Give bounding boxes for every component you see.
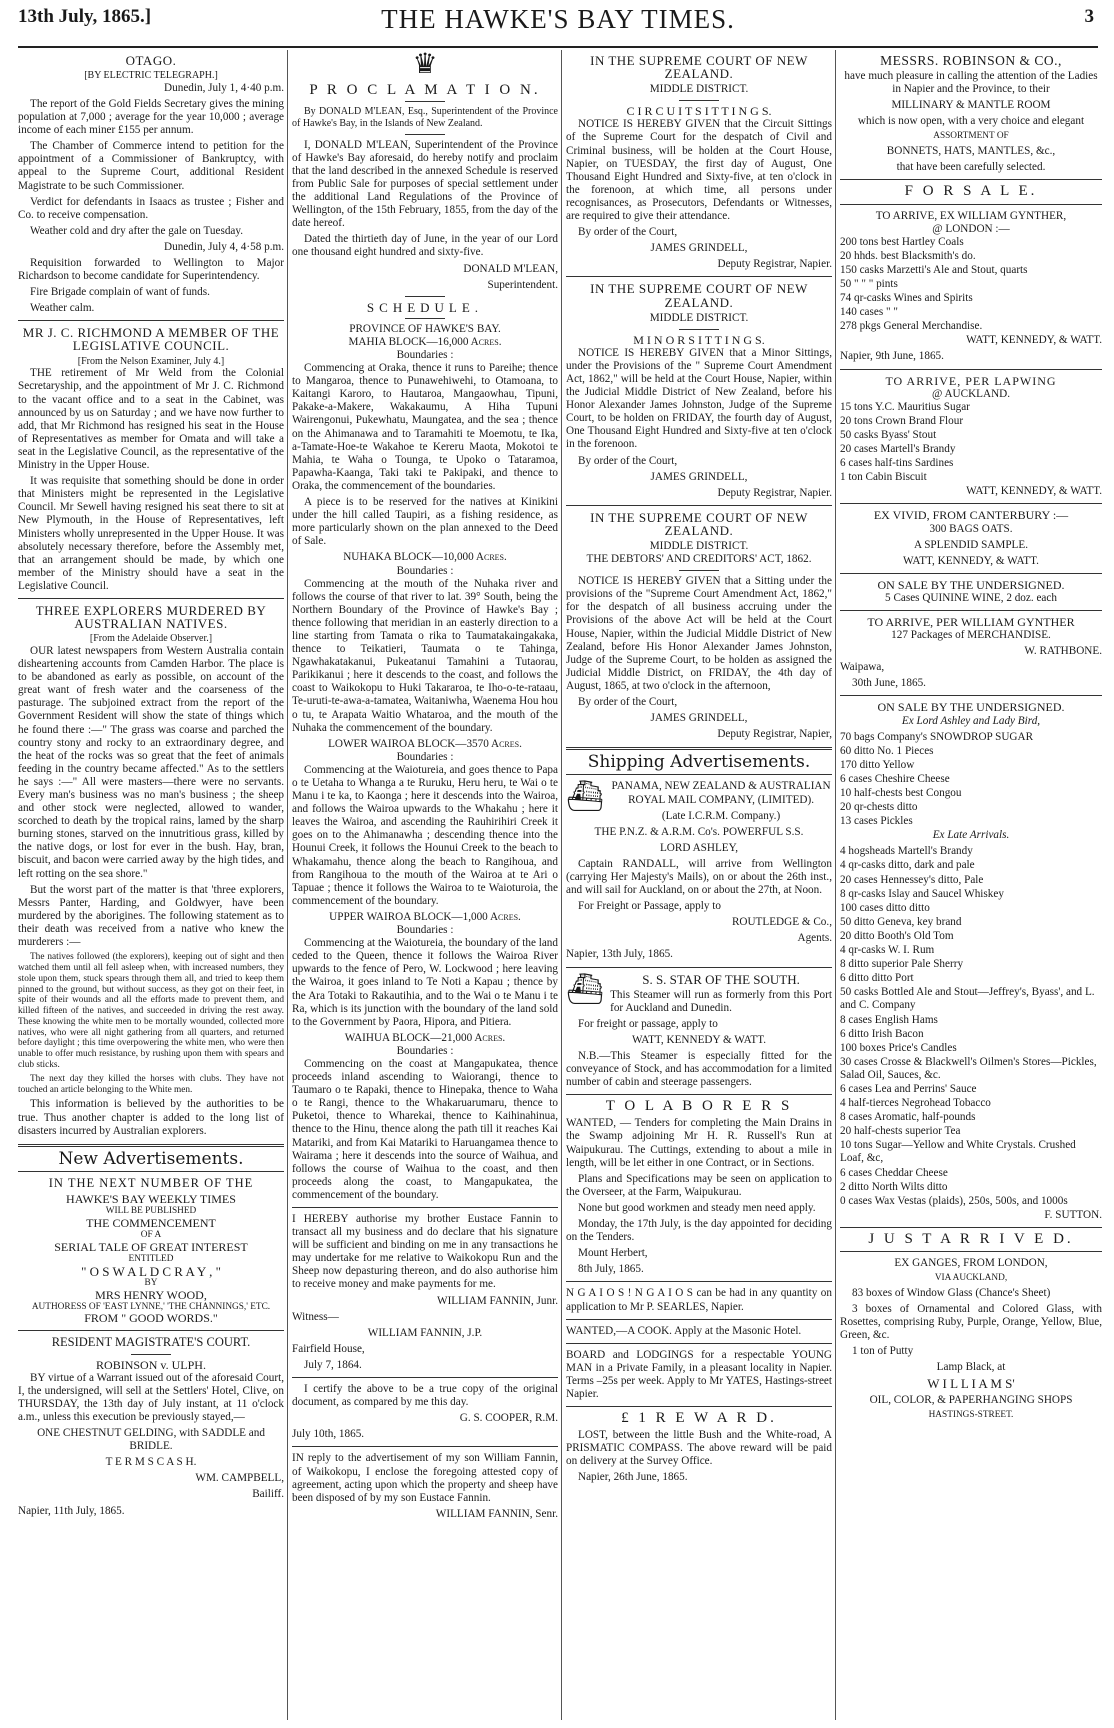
- explorers-quote: The natives followed (the explorers), keeping out of sight and then watched them until all fell asleep when, with increased numbers, they stole upon them, stuck spears through them all, and tried to keep them pinned to the ground, but without success, as they got on their feet, in spite of their wounds and all the efforts made to prevent them, and killed fifteen of the natives, and succeeded in driving the rest away. These knowing the white men to be mortally wounded, collected more natives, who were all night gathering from all quarters, and returned before daylight ; this time overpowering the white men, who were then unable to offer much resistance, by rushing upon them with spears and club sticks.: [18, 952, 284, 1071]
- proclamation-by: By DONALD M'LEAN, Esq., Superintendent of the Province of Hawke's Bay, in the Islands of New Zealand.: [292, 106, 558, 129]
- richmond-source: [From the Nelson Examiner, July 4.]: [77, 355, 225, 367]
- richmond-heading: MR J. C. RICHMOND A MEMBER OF THE LEGISLATIVE COUNCIL.: [22, 325, 280, 354]
- weekly-times-line: HAWKE'S BAY WEEKLY TIMES: [66, 1191, 236, 1206]
- block-description: Commencing on the coast at Mangapukatea, thence proceeds inland ascending to Waiorangi, thence to Taumaro o te Rapaki, thence to Hinepaka, thence to Waha o te Rangi, thence to the Whakaruarumaru, thence to Puketoi, thence to Wharekai, thence to Kaihinahinua, thence to the Hinu, thence along the path till it reaches Kai Matariki, and from Kai Matariki to Haruangamea thence to Wairama ; here it descends into the source of Waihua, and follows the course of Waihua to the coast, and then proceeds along the coast, to Mangapukatea, the commencement of the boundary.: [292, 1057, 558, 1201]
- list-item: 20 cases Hennessey's ditto, Pale: [840, 873, 984, 886]
- rm-court-signature: WM. CAMPBELL,: [195, 1472, 284, 1485]
- list-item: 13 cases Pickles: [840, 815, 913, 828]
- list-item: 10 half-chests best Congou: [840, 787, 962, 800]
- shipping-advertisements-heading: Shipping Advertisements.: [587, 752, 811, 773]
- merchant-name: W. RATHBONE.: [1024, 645, 1102, 658]
- list-item: 74 qr-casks Wines and Spirits: [840, 292, 973, 305]
- boundaries-label: Boundaries :: [396, 349, 454, 361]
- column-4: [840, 50, 1102, 1720]
- list-item: 8 cases English Hams: [840, 1013, 938, 1026]
- list-item: 4 hogsheads Martell's Brandy: [840, 845, 973, 858]
- circuit-sittings: C I R C U I T S I T T I N G S.: [626, 104, 772, 119]
- short-rule: [679, 100, 719, 101]
- page-number: 3: [1084, 6, 1094, 27]
- otago-byline: [BY ELECTRIC TELEGRAPH.]: [84, 70, 218, 82]
- boundaries-label: Boundaries :: [396, 924, 454, 937]
- weekly-times-line: " O S W A L D C R A Y , ": [81, 1263, 221, 1279]
- proclamation-paragraph: I, DONALD M'LEAN, Superintendent of the Province of Hawke's Bay aforesaid, do hereby notify and proclaim that the land described in the annexed Schedule is reserved from Public Sale for purposes of special settlement under the additional Land Regulations of the Province of Wellington, of the 15th February, 1855, from the day of the date hereof.: [292, 138, 558, 230]
- explorers-heading: THREE EXPLORERS MURDERED BY AUSTRALIAN NATIVES.: [35, 602, 267, 632]
- new-advertisements-heading: New Advertisements.: [58, 1148, 244, 1169]
- divider: [292, 1377, 558, 1378]
- list-item: 20 qr-chests ditto: [840, 801, 918, 814]
- boundaries-label: Boundaries :: [396, 1044, 454, 1057]
- circuit-court-heading: IN THE SUPREME COURT OF NEW ZEALAND.: [590, 53, 808, 82]
- block-heading: NUHAKA BLOCK—10,000 Acres.: [343, 551, 507, 564]
- proclamation-paragraph: Dated the thirtieth day of June, in the year of our Lord one thousand eight hundred and sixty-five.: [292, 233, 558, 259]
- minor-sittings: M I N O R S I T T I N G S.: [633, 332, 765, 347]
- block-heading: WAIHUA BLOCK—21,000 Acres.: [344, 1031, 506, 1044]
- steamer-name: LORD ASHLEY,: [659, 841, 739, 854]
- circuit-notice: NOTICE IS HEREBY GIVEN that the Circuit Sittings of the Supreme Court for the despatch of Civil and Criminal business, will be holden at the Court House, Napier, on TUESDAY, the first day of August, One Thousand Eight Hundred and Sixty-five, at ten o'clock in the forenoon, at which time, all persons under recognisances, as Prosecutors, Defendants or Witnesses, are required to give their attendance.: [566, 118, 832, 223]
- certify-text: I certify the above to be a true copy of the original document, as compared by me this day.: [292, 1383, 558, 1409]
- freight-line: For freight or passage, apply to: [578, 1017, 718, 1030]
- debtors-court-heading: IN THE SUPREME COURT OF NEW ZEALAND.: [590, 509, 808, 538]
- block-heading: LOWER WAIROA BLOCK—3570 Acres.: [328, 737, 522, 750]
- weekly-times-line: MRS HENRY WOOD,: [95, 1287, 207, 1302]
- list-item: 60 ditto No. 1 Pieces: [840, 744, 934, 757]
- fairfield-address: Fairfield House,: [292, 1342, 365, 1355]
- block-description: Commencing at the mouth of the Nuhaka river and follows the course of that river to lat. 39° South, being the Northern Boundary of the Province of Hawke's Bay ; thence following that meridian in an easterly direction to a line starting from Tamata o rika to Taumatakaingakaka, thence to Teikatieri, Taumata o te Tahinga, Ngawhakatakanui, Pukeatanui Tamahini a Tutaorau, Parikikanui ; here it descends to the coast, and follows the coast to Waikokopu to Huki Takararoa, te Iho-o-te-rataau, Te-uruti-te-awa-a-tamatea, Waitaniwha, Waenema Hou hou o tu, te Arapata Waitio Whataroa, and the mouth of the Nuhaka the commencement of the boundary.: [292, 577, 558, 734]
- list-item: 50 ditto Geneva, key brand: [840, 915, 962, 928]
- explorers-paragraph: This information is believed by the authorities to be true. Thus another chapter is added to the long list of disasters incurred by Australian explorers.: [18, 1098, 284, 1137]
- robinson-text: which is now open, with a very choice and elegant: [857, 115, 1085, 128]
- cooper-signature: G. S. COOPER, R.M.: [459, 1412, 558, 1425]
- lapwing-origin: @ AUCKLAND.: [931, 387, 1011, 400]
- cook-ad: WANTED,—A COOK. Apply at the Masonic Hotel.: [566, 1324, 802, 1337]
- rm-court-heading: RESIDENT MAGISTRATE'S COURT.: [51, 1335, 251, 1350]
- registrar-name: JAMES GRINDELL,: [650, 712, 748, 725]
- gynther2-heading: TO ARRIVE, PER WILLIAM GYNTHER: [867, 614, 1075, 629]
- registrar-role: Deputy Registrar, Napier.: [717, 486, 832, 499]
- divider: [18, 320, 284, 321]
- divider: [840, 503, 1102, 504]
- short-rule: [131, 1354, 171, 1355]
- ashley-subheading: Ex Lord Ashley and Lady Bird,: [901, 714, 1041, 727]
- robinson-room: MILLINARY & MANTLE ROOM: [891, 99, 1051, 112]
- list-item: 8 cases Aromatic, half-pounds: [840, 1111, 976, 1124]
- steamer-title: S. S. STAR OF THE SOUTH.: [642, 971, 800, 987]
- witness-label: Witness—: [292, 1310, 339, 1323]
- explorers-source: [From the Adelaide Observer.]: [89, 633, 213, 645]
- steamer-notice: This Steamer will run as formerly from this Port for Auckland and Dunedin.: [610, 988, 832, 1014]
- list-item: 140 cases " ": [840, 306, 898, 319]
- otago-paragraph: Weather calm.: [30, 302, 95, 315]
- short-rule: [679, 329, 719, 330]
- laborers-paragraph: WANTED, — Tenders for completing the Main Drains in the Swamp adjoining Mr H. R. Russell's Run at Waipukurau. The Cuttings, extending to about a mile in length, will be let either in one Contract, or in Sections.: [566, 1117, 832, 1169]
- short-rule: [405, 318, 445, 319]
- proclamation-signature: DONALD M'LEAN,: [463, 262, 558, 275]
- explorers-paragraph: OUR latest newspapers from Western Australia contain disheartening accounts from Camden Harbor. The place is to be abandoned as early as possible, on account of the great want of fresh water and the coarseness of the pasturage. The subjoined extract from the report of the Government Resident will show the state of things which he found there :—" The grass was coarse and parched the country stony and rocky to an extraordinary degree, and the heat of the rocks was so great that the feet of animals feeding in the country became affected." As to the settlers he says :—" All were masters—there were no servants. Every man's business was no man's business ; the sheep and other stock were neglected, allowed to wander, scorched to death by the tropical rains, lamed by the sharp burning stones, starved on the innutritious grass, killed by the native dogs, or lost for ever in the bush. Hay, bran, biscuit, and bacon were carried away by the high tides, and left rotting on the sea shore.": [18, 644, 284, 880]
- weekly-times-line: AUTHORESS OF 'EAST LYNNE,' 'THE CHANNINGS,' ETC.: [31, 1301, 271, 1312]
- otago-paragraph: Verdict for defendants in Isaacs as trustee ; Fisher and Co. to receive compensation.: [18, 195, 284, 221]
- robinson-heading: MESSRS. ROBINSON & CO.,: [880, 53, 1062, 68]
- robinson-text: have much pleasure in calling the attention of the Ladies in Napier and the Province, to their: [844, 70, 1098, 96]
- list-item: 6 ditto Irish Bacon: [840, 1027, 924, 1040]
- minor-district: MIDDLE DISTRICT.: [649, 311, 749, 324]
- court-order: By order of the Court,: [578, 696, 678, 709]
- minor-notice: NOTICE IS HEREBY GIVEN that a Minor Sittings, under the Provisions of the " Supreme Court Amendment Act, 1862," will be held at the Court House, Napier, within the Judicial Middle District of New Zealand, before his Honor Alexander James Johnston, Judge of the Supreme Court, to be holden on FRIDAY, the fourth day of August, One Thousand Eight Hundred and Sixty-five at ten o'clock in the forenoon.: [566, 346, 832, 451]
- weekly-times-line: FROM " GOOD WORDS.": [84, 1311, 218, 1326]
- list-item: 50 casks Bottled Ale and Stout—Jeffrey's, Byass', and L. and C. Company: [840, 986, 1095, 1012]
- court-order: By order of the Court,: [578, 454, 678, 467]
- registrar-name: JAMES GRINDELL,: [650, 242, 748, 255]
- short-rule: [405, 296, 445, 297]
- steamer-nb: N.B.—This Steamer is especially fitted for the conveyance of Stock, and has accommodation for a limited number of cabin and steerage passengers.: [566, 1050, 832, 1089]
- minor-court-heading: IN THE SUPREME COURT OF NEW ZEALAND.: [590, 281, 808, 310]
- column-rule: [835, 50, 836, 1720]
- divider: [566, 1343, 832, 1344]
- quinine-text: 5 Cases QUININE WINE, 2 doz. each: [885, 591, 1057, 604]
- ganges-item: Lamp Black, at: [936, 1361, 1006, 1374]
- list-item: 20 hhds. best Blacksmith's do.: [840, 249, 976, 262]
- list-item: 20 tons Crown Brand Flour: [840, 414, 964, 427]
- notice-date: Napier, 9th June, 1865.: [840, 350, 944, 363]
- list-item: 15 tons Y.C. Mauritius Sugar: [840, 400, 970, 413]
- debtors-act: THE DEBTORS' AND CREDITORS' ACT, 1862.: [586, 553, 812, 566]
- list-item: 50 casks Byass' Stout: [840, 428, 937, 441]
- divider: [566, 1319, 832, 1320]
- weekly-times-line: BY: [144, 1277, 158, 1288]
- merchant-name: F. SUTTON.: [1044, 1208, 1102, 1221]
- divider: [840, 573, 1102, 574]
- on-sale-heading: ON SALE BY THE UNDERSIGNED.: [877, 700, 1065, 715]
- list-item: 4 qr-casks ditto, dark and pale: [840, 859, 975, 872]
- on-sale-heading: ON SALE BY THE UNDERSIGNED.: [877, 577, 1065, 592]
- column-1: [18, 50, 284, 1720]
- ganges-via: VIA AUCKLAND,: [934, 1273, 1008, 1284]
- divider: [840, 695, 1102, 696]
- laborers-paragraph: Plans and Specifications may be seen on application to the Overseer, at the Farm, Waipukurau.: [566, 1172, 832, 1198]
- list-item: 0 cases Wax Vestas (plaids), 250s, 500s, and 1000s: [840, 1194, 1068, 1207]
- list-item: 150 casks Marzetti's Ale and Stout, quarts: [840, 263, 1028, 276]
- registrar-role: Deputy Registrar, Napier.: [717, 258, 832, 271]
- weekly-times-line: ENTITLED: [128, 1253, 174, 1264]
- oil-shop: OIL, COLOR, & PAPERHANGING SHOPS: [869, 1393, 1073, 1406]
- issue-date: 13th July, 1865.]: [18, 6, 152, 27]
- rm-court-paragraph: BY virtue of a Warrant issued out of the aforesaid Court, I, the undersigned, will sell at the Settlers' Hotel, Clive, on THURSDAY, the 13th day of July instant, at 11 o'clock a.m., unless this execution be previously stayed,—: [18, 1371, 284, 1423]
- short-rule: [405, 134, 445, 135]
- list-item: 6 ditto ditto Port: [840, 972, 914, 985]
- otago-paragraph: Fire Brigade complain of want of funds.: [30, 286, 210, 299]
- robinson-text: that have been carefully selected.: [896, 161, 1046, 174]
- for-sale-heading: F O R S A L E.: [904, 183, 1038, 200]
- vivid-text: A SPLENDID SAMPLE.: [913, 538, 1029, 551]
- rm-court-case: ROBINSON v. ULPH.: [96, 1357, 206, 1372]
- vivid-text: 300 BAGS OATS.: [929, 522, 1013, 535]
- notice-date: Napier, 13th July, 1865.: [566, 948, 673, 961]
- divider: [18, 598, 284, 599]
- company-note: (Late I.C.R.M. Company.): [661, 809, 781, 822]
- ashley-items: [840, 731, 1102, 829]
- divider: [566, 505, 832, 506]
- freight-line: For Freight or Passage, apply to: [578, 900, 721, 913]
- divider: [566, 1094, 832, 1095]
- newspaper-title: THE HAWKE'S BAY TIMES.: [381, 4, 735, 34]
- lapwing-heading: TO ARRIVE, PER LAPWING: [885, 373, 1057, 388]
- richmond-paragraph: THE retirement of Mr Weld from the Colonial Secretaryship, and the appointment of Mr J. C. Richmond to the vacant office and to a seat in the Cabinet, was announced by us on Saturday ; and we have now further to add, that Mr Richmond has resigned his seat in the House of Representatives as member for Omata and will take a seat in the Legislative Council, as the representative of the Ministry in the Upper House.: [18, 367, 284, 472]
- list-item: 1 ton Cabin Biscuit: [840, 471, 927, 484]
- robinson-text: ASSORTMENT OF: [933, 131, 1009, 142]
- rm-court-role: Bailiff.: [252, 1488, 284, 1501]
- divider: [840, 204, 1102, 205]
- vivid-heading: EX VIVID, FROM CANTERBURY :—: [873, 508, 1069, 523]
- boundaries-label: Boundaries :: [396, 750, 454, 763]
- explorers-quote: The next day they killed the horses with clubs. They have not touched an article belonging to the White men.: [18, 1073, 284, 1095]
- proclamation-heading: P R O C L A M A T I O N.: [309, 82, 541, 98]
- masthead: [18, 0, 1098, 48]
- steamer-line: THE P.N.Z. & A.R.M. Co's. POWERFUL S.S.: [594, 825, 804, 838]
- reply-signature: WILLIAM FANNIN, Senr.: [435, 1507, 558, 1520]
- short-rule: [679, 570, 719, 571]
- reward-heading: £ 1 R E W A R D.: [621, 1410, 777, 1427]
- weekly-times-line: OF A: [140, 1229, 162, 1240]
- late-subheading: Ex Late Arrivals.: [932, 829, 1010, 842]
- column-rule: [561, 50, 562, 1720]
- divider: [566, 774, 832, 775]
- gynther-items: [840, 236, 1102, 334]
- reply-paragraph: IN reply to the advertisement of my son William Fannin, of Waikokopu, I enclose the foregoing attested copy of agreement, acting upon which the property and sheep have been disposed of by my son Eustace Fannin.: [292, 1452, 558, 1504]
- agent-name: ROUTLEDGE & Co.,: [731, 916, 832, 929]
- board-ad: BOARD and LODGINGS for a respectable YOUNG MAN in a Private Family, in a pleasant locality in Napier. Terms –25s per week. Apply to Mr YATES, Hastings-street Napier.: [566, 1348, 832, 1400]
- list-item: 8 qr-casks Islay and Saucel Whiskey: [840, 887, 1004, 900]
- divider: [18, 1144, 284, 1147]
- court-order: By order of the Court,: [578, 226, 678, 239]
- proclamation-role: Superintendent.: [487, 278, 558, 291]
- hastings-street: HASTINGS-STREET.: [928, 1409, 1014, 1420]
- rm-court-date: Napier, 11th July, 1865.: [18, 1504, 125, 1517]
- laborers-paragraph: Monday, the 17th July, is the day appointed for deciding on the Tenders.: [566, 1218, 832, 1244]
- divider: [292, 1446, 558, 1447]
- divider: [566, 276, 832, 277]
- merchant-name: WATT, KENNEDY, & WATT.: [903, 554, 1039, 567]
- williams-name: W I L L I A M S': [927, 1376, 1015, 1392]
- list-item: 100 cases ditto ditto: [840, 901, 930, 914]
- boundaries-label: Boundaries :: [396, 564, 454, 577]
- divider: [566, 1281, 832, 1282]
- ganges-heading: EX GANGES, FROM LONDON,: [894, 1257, 1048, 1270]
- fannin-signature: WILLIAM FANNIN, Junr.: [437, 1294, 558, 1307]
- block-description: A piece is to be reserved for the natives at Kinikini under the hill called Taupiri, as a fishing residence, as more particularly shown on the plan annexed to the Deed of Sale.: [292, 496, 558, 548]
- block-description: Commencing at the Waiotureia, the boundary of the land ceded to the Queen, thence it follows the Wairoa River upwards to the fence of Pero, W. Lockwood ; here leaving the Wairoa, it goes inland to Te Noti a Kapau ; thence by the Ara Totaki to Rakautihia, and to the Wai o te Manu i te Ra, which is its junction with the boundary of the land sold to the Government by Paora, Hipora, and Pitiera.: [292, 937, 558, 1028]
- laborers-address: Mount Herbert,: [578, 1247, 648, 1260]
- list-item: 4 half-tierces Negrohead Tobacco: [840, 1097, 991, 1110]
- agent-role: Agents.: [797, 932, 832, 945]
- divider: [566, 747, 832, 750]
- province-heading: PROVINCE OF HAWKE'S BAY.: [349, 322, 501, 335]
- short-rule: [405, 101, 445, 102]
- list-item: 20 cases Martell's Brandy: [840, 443, 956, 456]
- steamship-icon: ⛴: [566, 780, 605, 814]
- divider: [840, 179, 1102, 180]
- list-item: 10 tons Sugar—Yellow and White Crystals. Crushed Loaf, &c,: [840, 1139, 1076, 1165]
- company-name: PANAMA, NEW ZEALAND & AUSTRALIAN ROYAL MAIL COMPANY, (LIMITED).: [611, 780, 831, 806]
- robinson-goods: BONNETS, HATS, MANTLES, &c.,: [886, 145, 1056, 158]
- weekly-times-line: WILL BE PUBLISHED: [105, 1206, 197, 1217]
- explorers-paragraph: But the worst part of the matter is that 'three explorers, Messrs Panter, Harding, and Goldwyer, have been murdered by the aborigines. The following statement as to their death was received from a native who knew the murderers :—: [18, 883, 284, 949]
- laborers-date: 8th July, 1865.: [578, 1263, 644, 1276]
- debtors-notice: NOTICE IS HEREBY GIVEN that a Sitting under the provisions of the "Supreme Court Amendment Act, 1862," for the despatch of all business accruing under the Provisions of the above Act will be held at the Court House, Napier, within the Judicial Middle District of New Zealand, before His Honor Alexander James Johnston, Judge of the Supreme Court, to be holden as assigned the Judicial Middle District, on FRIDAY, the 4th day of August, 1865, at two o'clock in the afternoon,: [566, 575, 832, 692]
- merchant-name: WATT, KENNEDY, & WATT.: [966, 485, 1102, 498]
- rm-court-terms: T E R M S C A S H.: [105, 1456, 197, 1469]
- list-item: 70 bags Company's SNOWDROP SUGAR: [840, 730, 1034, 743]
- list-item: 6 cases half-tins Sardines: [840, 457, 954, 470]
- divider: [840, 610, 1102, 611]
- royal-crest-icon: ♛: [412, 50, 438, 80]
- list-item: 4 qr-casks W. I. Rum: [840, 944, 935, 957]
- weekly-times-line: SERIAL TALE OF GREAT INTEREST: [54, 1239, 248, 1254]
- otago-dateline: Dunedin, July 1, 4·40 p.m.: [164, 81, 284, 94]
- registrar-role: Deputy Registrar, Napier,: [717, 728, 832, 741]
- ngaios-ad: N G A I O S ! N G A I O S can be had in any quantity on application to Mr P. SEARLES, Napier.: [566, 1287, 832, 1313]
- block-description: Commencing at Oraka, thence it runs to Pareihe; thence to Mangaroa, thence to Punawehiwehi, to Otamoana, to Kaitangi Karoro, to Hautaroa, Mangaowhau, Tipuni, Pakake-a-Makere, Wakakaumu, A Hiha Tupuni Wairengonui, Pukewhatu, Maungatea, and the sea ; thence on the Ahimanawa and to Taramahiti te Moemotu, te Ika, a-Tamate-Hoe-te Wakahoe te Kereru Maota, Mokotoi te Mahia, te Waha o Tounga, te Upoko o Tataramoa, Papawha-Kaanga, Taki taki te Pakipaki, and thence to Oraka, the commencement of the boundaries.: [292, 362, 558, 492]
- divider: [566, 967, 832, 968]
- list-item: 20 half-chests superior Tea: [840, 1125, 961, 1138]
- list-item: 6 cases Cheshire Cheese: [840, 772, 950, 785]
- late-items: [840, 845, 1102, 1207]
- ganges-item: 1 ton of Putty: [852, 1345, 914, 1358]
- ganges-item: 83 boxes of Window Glass (Chance's Sheet): [852, 1286, 1051, 1299]
- list-item: 50 " " " pints: [840, 278, 898, 291]
- divider: [566, 1406, 832, 1407]
- list-item: 200 tons best Hartley Coals: [840, 235, 964, 248]
- laborers-heading: T O L A B O R E R S: [605, 1098, 793, 1115]
- divider: [18, 1171, 284, 1172]
- block-heading: UPPER WAIROA BLOCK—1,000 Acres.: [329, 910, 521, 923]
- divider: [840, 1251, 1102, 1252]
- schedule-heading: SCHEDULE.: [366, 299, 484, 315]
- otago-dateline: Dunedin, July 4, 4·58 p.m.: [164, 240, 284, 253]
- list-item: 170 ditto Yellow: [840, 758, 915, 771]
- agent-name: WATT, KENNEDY & WATT.: [631, 1033, 767, 1046]
- steamship-icon: ⛴: [566, 972, 605, 1006]
- just-arrived-heading: J U S T A R R I V E D.: [868, 1230, 1074, 1247]
- merchant-name: WATT, KENNEDY, & WATT.: [966, 334, 1102, 347]
- circuit-district: MIDDLE DISTRICT.: [649, 83, 749, 96]
- weekly-times-line: THE COMMENCEMENT: [86, 1215, 216, 1230]
- column-2: [292, 50, 558, 1720]
- list-item: 278 pkgs General Merchandise.: [840, 320, 983, 333]
- list-item: 100 boxes Price's Candles: [840, 1041, 957, 1054]
- list-item: 2 ditto North Wilts ditto: [840, 1180, 948, 1193]
- column-rule: [287, 50, 288, 1720]
- rm-court-item: ONE CHESTNUT GELDING, with SADDLE and BRIDLE.: [37, 1427, 265, 1453]
- otago-paragraph: Weather cold and dry after the gale on Tuesday.: [30, 224, 244, 237]
- list-item: 8 ditto superior Pale Sherry: [840, 958, 964, 971]
- gynther-heading: TO ARRIVE, EX WILLIAM GYNTHER,: [875, 209, 1067, 222]
- weekly-times-line: IN THE NEXT NUMBER OF THE: [48, 1175, 254, 1190]
- reward-text: LOST, between the little Bush and the White-road, A PRISMATIC COMPASS. The above reward will be paid on delivery at the Survey Office.: [566, 1429, 832, 1468]
- divider: [840, 1227, 1102, 1228]
- gynther-origin: @ LONDON :—: [932, 222, 1010, 235]
- ganges-item: 3 boxes of Ornamental and Colored Glass, with Rosettes, comprising Ruby, Purple, Orange, Yellow, Blue, Green, &c.: [840, 1303, 1102, 1342]
- list-item: 30 cases Crosse & Blackwell's Oilmen's Stores—Pickles, Salad Oil, Sauces, &c.: [840, 1055, 1097, 1081]
- fannin-authorisation: I HEREBY authorise my brother Eustace Fannin to transact all my business and do declare that his signature will be sufficient and binding on me in any transactions he may undertake for me relative to Waikokopu Run and the Sheep now depasturing thereon, and do also authorise him to receive money and make payments for me.: [292, 1213, 558, 1291]
- otago-paragraph: Requisition forwarded to Wellington to Major Richardson to become candidate for Superintendency.: [18, 257, 284, 283]
- reward-date: Napier, 26th June, 1865.: [578, 1471, 688, 1484]
- otago-heading: OTAGO.: [125, 53, 177, 68]
- cooper-date: July 10th, 1865.: [292, 1428, 365, 1441]
- packages-text: 127 Packages of MERCHANDISE.: [891, 629, 1051, 642]
- registrar-name: JAMES GRINDELL,: [650, 470, 748, 483]
- block-heading: MAHIA BLOCK—16,000 Acres.: [348, 335, 502, 348]
- waipawa-address: Waipawa,: [840, 661, 885, 674]
- waipawa-date: 30th June, 1865.: [852, 677, 926, 690]
- list-item: 20 ditto Booth's Old Tom: [840, 929, 954, 942]
- divider: [292, 1207, 558, 1208]
- block-description: Commencing at the Waiotureia, and goes thence to Papa o te Uetaha to Whanga a te Ruruku, Heru heru, te Wai o te Manu i te ka, to Kaonga ; here it descends into the Wairoa, and follows the Wairoa upwards to the Whakahu ; here it leaves the Wairoa, and ascending the Rauhirihiri Creek it goes on to the Ahimanawha ; descending thence into the Hounui Creek, it follows the Hounui Creek to the beach to Whakamahu, thence along the beach to Rangihoua, and from Rangihoua to the mouth of the Wairoa at te Ari o Tapuae ; thence it follows the Wairoa to te Waioturoia, the commencement of the boundary.: [292, 763, 558, 907]
- laborers-paragraph: None but good workmen and steady men need apply.: [578, 1201, 816, 1214]
- steamer-notice: Captain RANDALL, will arrive from Wellington (carrying Her Majesty's Mails), on or about the 26th inst., and will sail for Auckland, on or about the 27th, at Noon.: [566, 857, 832, 897]
- otago-paragraph: The report of the Gold Fields Secretary gives the mining population at 7,000 ; average for the year 10,000 ; average income of each miner £155 per annum.: [18, 97, 284, 137]
- lapwing-items: [840, 401, 1102, 485]
- divider: [840, 369, 1102, 370]
- otago-paragraph: The Chamber of Commerce intend to petition for the appointment of a Commissioner of Bankruptcy, with appeal to the Supreme Court, additional Resident Magistrate to be such Commissioner.: [18, 140, 284, 192]
- divider: [18, 1330, 284, 1331]
- column-3: [566, 50, 832, 1720]
- richmond-paragraph: It was requisite that something should be done in order that Ministers might be represented in the Legislative Council. Mr Sewell having resigned his seat there to sit at New Plymouth, in the House of Representatives, left Ministers wholly unrepresented in the Upper House. It was absolutely necessary therefore, before the Assembly met, that an arrangement should be made, by which one member of the Ministry should have a seat in the Legislative Council.: [18, 475, 284, 592]
- witness-name: WILLIAM FANNIN, J.P.: [367, 1326, 483, 1339]
- debtors-district: MIDDLE DISTRICT.: [649, 540, 749, 552]
- list-item: 6 cases Cheddar Cheese: [840, 1166, 948, 1179]
- list-item: 6 cases Lea and Perrins' Sauce: [840, 1082, 977, 1095]
- fairfield-date: July 7, 1864.: [304, 1358, 362, 1371]
